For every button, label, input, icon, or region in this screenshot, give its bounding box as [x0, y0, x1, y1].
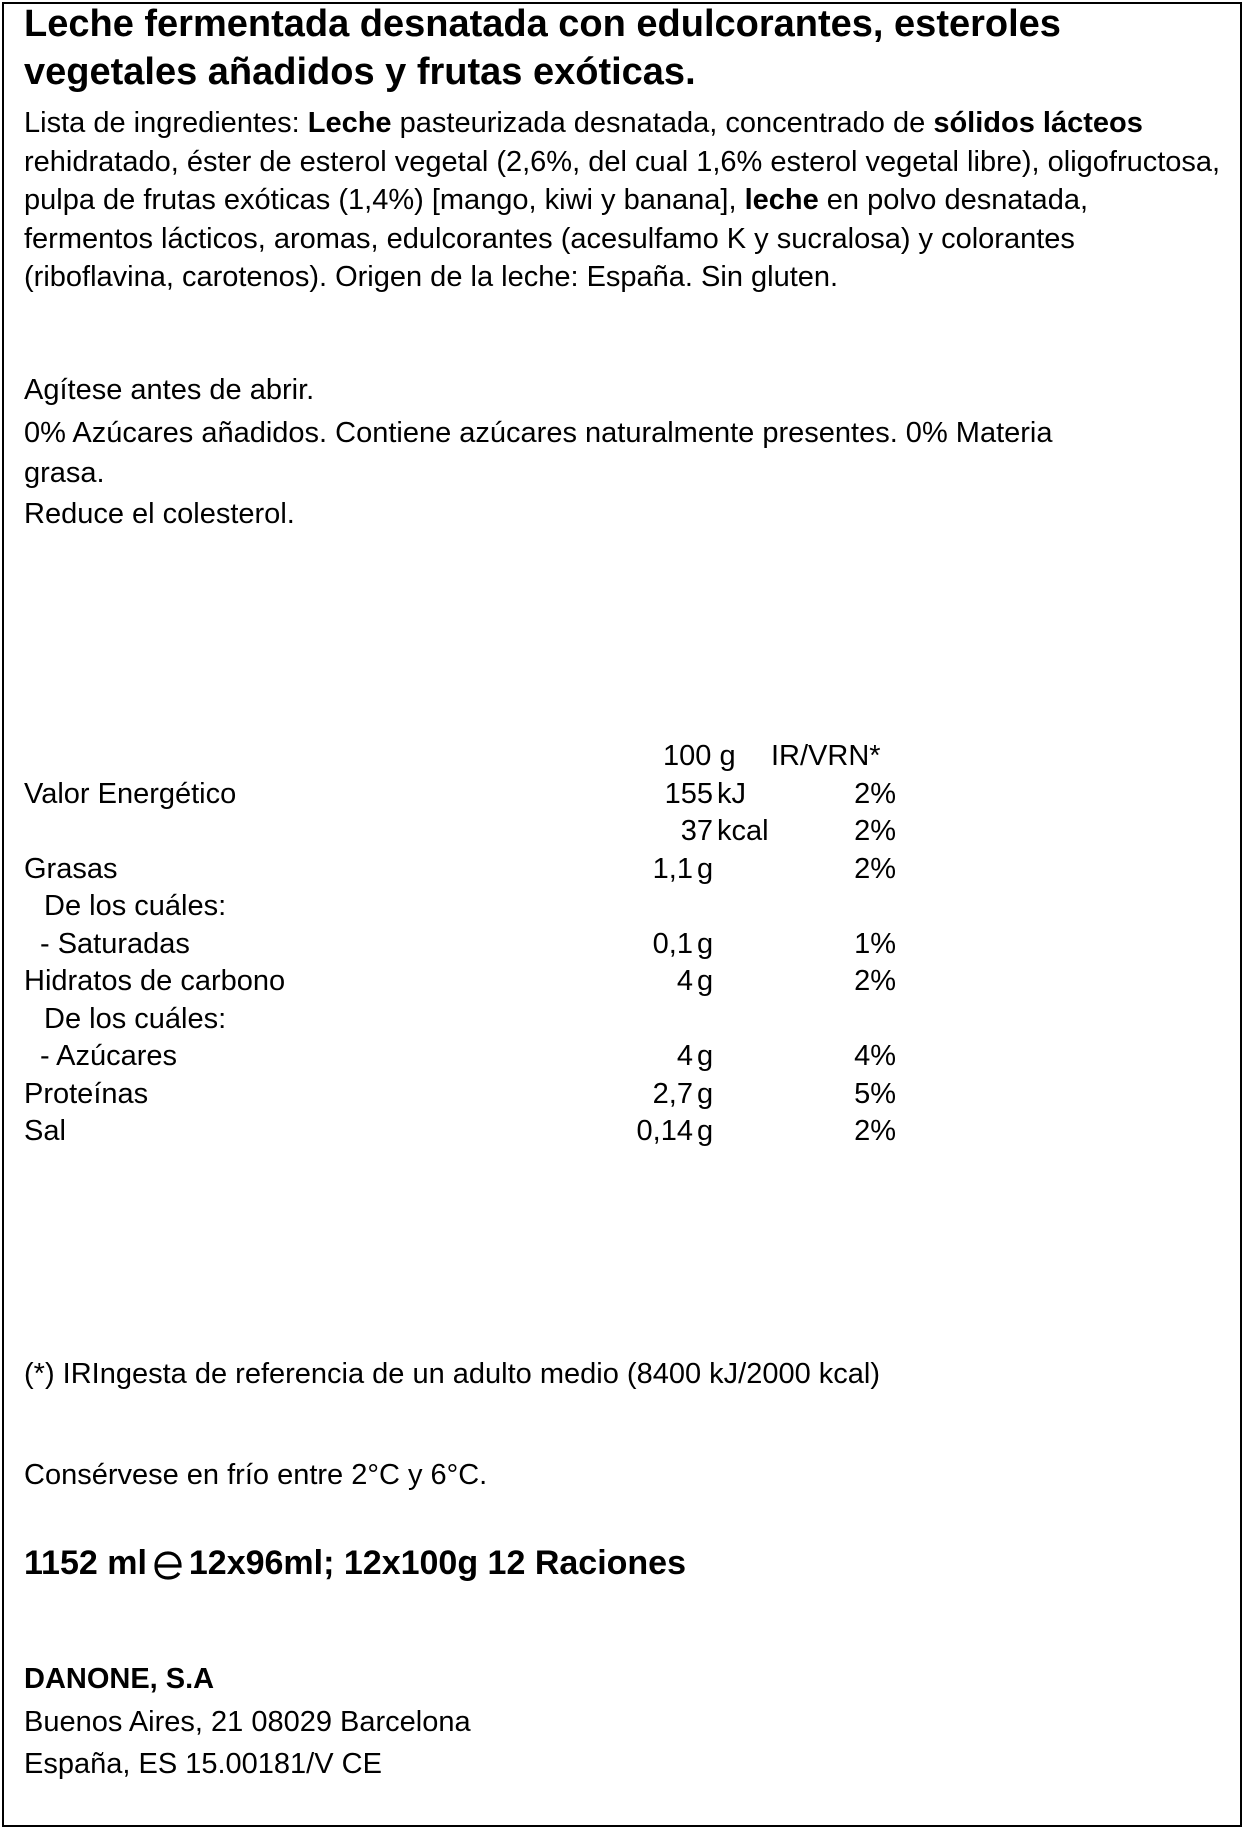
nutrient-unit: g	[697, 1078, 714, 1110]
nutrient-ref-percent: 2%	[854, 815, 896, 847]
net-quantity	[24, 1543, 686, 1583]
nutrient-ref-percent: 5%	[854, 1078, 896, 1110]
nutrient-value: 155	[664, 778, 713, 810]
ingredient-allergen: leche	[744, 184, 819, 216]
product-title-line-2: vegetales añadidos y frutas exóticas.	[24, 51, 696, 93]
ingredient-text: pasteurizada desnatada, concentrado de	[391, 107, 934, 139]
nutrition-header-per: 100 g	[663, 740, 736, 772]
nutrient-label: Sal	[24, 1115, 66, 1147]
nutrient-value: 2,7	[652, 1078, 693, 1110]
company-address: Buenos Aires, 21 08029 Barcelona	[24, 1706, 471, 1738]
nutrient-ref-percent: 2%	[854, 778, 896, 810]
ingredient-text: rehidratado, éster de esterol vegetal (2,6%, del cual 1,6% esterol vegetal libre), oligofructosa, pulpa de frutas exóticas (1,4%) [mango, kiwi y banana],	[24, 145, 1221, 216]
nutrient-ref-percent: 2%	[854, 853, 896, 885]
nutrient-unit: kJ	[717, 778, 746, 810]
ingredient-allergen: Leche	[307, 107, 392, 139]
nutrient-value: 1,1	[652, 853, 693, 885]
nutrient-value: 0,1	[652, 928, 693, 960]
nutrient-label: De los cuáles:	[44, 890, 227, 922]
company-registration: España, ES 15.00181/V CE	[24, 1748, 382, 1780]
nutrition-header-ref: IR/VRN*	[771, 740, 881, 772]
sugar-note-line-2: grasa.	[24, 457, 105, 489]
nutrient-unit: g	[697, 1040, 714, 1072]
ingredients-list	[24, 104, 1224, 297]
nutrient-ref-percent: 2%	[854, 1115, 896, 1147]
cholesterol-claim: Reduce el colesterol.	[24, 498, 295, 530]
nutrient-ref-percent: 4%	[854, 1040, 896, 1072]
nutrient-unit: g	[697, 965, 714, 997]
nutrient-unit: kcal	[717, 815, 769, 847]
sugar-note-line-1: 0% Azúcares añadidos. Contiene azúcares naturalmente presentes. 0% Materia	[24, 417, 1053, 449]
ingredient-text: en polvo desnatada, fermentos lácticos, aromas, edulcorantes (acesulfamo K y sucralosa) y colorantes (riboflavina, carotenos). Origen de la leche: España. Sin gluten.	[24, 184, 1089, 293]
reference-footnote: (*) IRIngesta de referencia de un adulto medio (8400 kJ/2000 kcal)	[24, 1358, 880, 1390]
product-title-line-1: Leche fermentada desnatada con edulcorantes, esteroles	[24, 3, 1061, 45]
nutrient-value: 4	[676, 1040, 693, 1072]
company-name: DANONE, S.A	[24, 1663, 215, 1695]
ingredient-text: Lista de ingredientes:	[24, 107, 308, 139]
nutrient-label: Valor Energético	[24, 778, 237, 810]
nutrient-label: - Saturadas	[40, 928, 190, 960]
nutrient-value: 4	[676, 965, 693, 997]
storage-instructions: Consérvese en frío entre 2°C y 6°C.	[24, 1459, 488, 1491]
net-volume: 1152 ml	[24, 1544, 147, 1582]
nutrient-value: 37	[680, 815, 713, 847]
nutrient-label: Proteínas	[24, 1078, 149, 1110]
net-detail: 12x96ml; 12x100g 12 Raciones	[188, 1544, 686, 1582]
nutrient-value: 0,14	[636, 1115, 693, 1147]
nutrient-unit: g	[697, 928, 714, 960]
nutrient-label: De los cuáles:	[44, 1003, 227, 1035]
e-mark-icon	[151, 1548, 185, 1582]
nutrient-label: Hidratos de carbono	[24, 965, 286, 997]
nutrient-unit: g	[697, 853, 714, 885]
nutrient-label: Grasas	[24, 853, 118, 885]
nutrient-label: - Azúcares	[40, 1040, 177, 1072]
nutrient-ref-percent: 1%	[854, 928, 896, 960]
nutrient-unit: g	[697, 1115, 714, 1147]
shake-note: Agítese antes de abrir.	[24, 374, 315, 406]
nutrient-ref-percent: 2%	[854, 965, 896, 997]
ingredient-allergen: sólidos lácteos	[933, 107, 1143, 139]
